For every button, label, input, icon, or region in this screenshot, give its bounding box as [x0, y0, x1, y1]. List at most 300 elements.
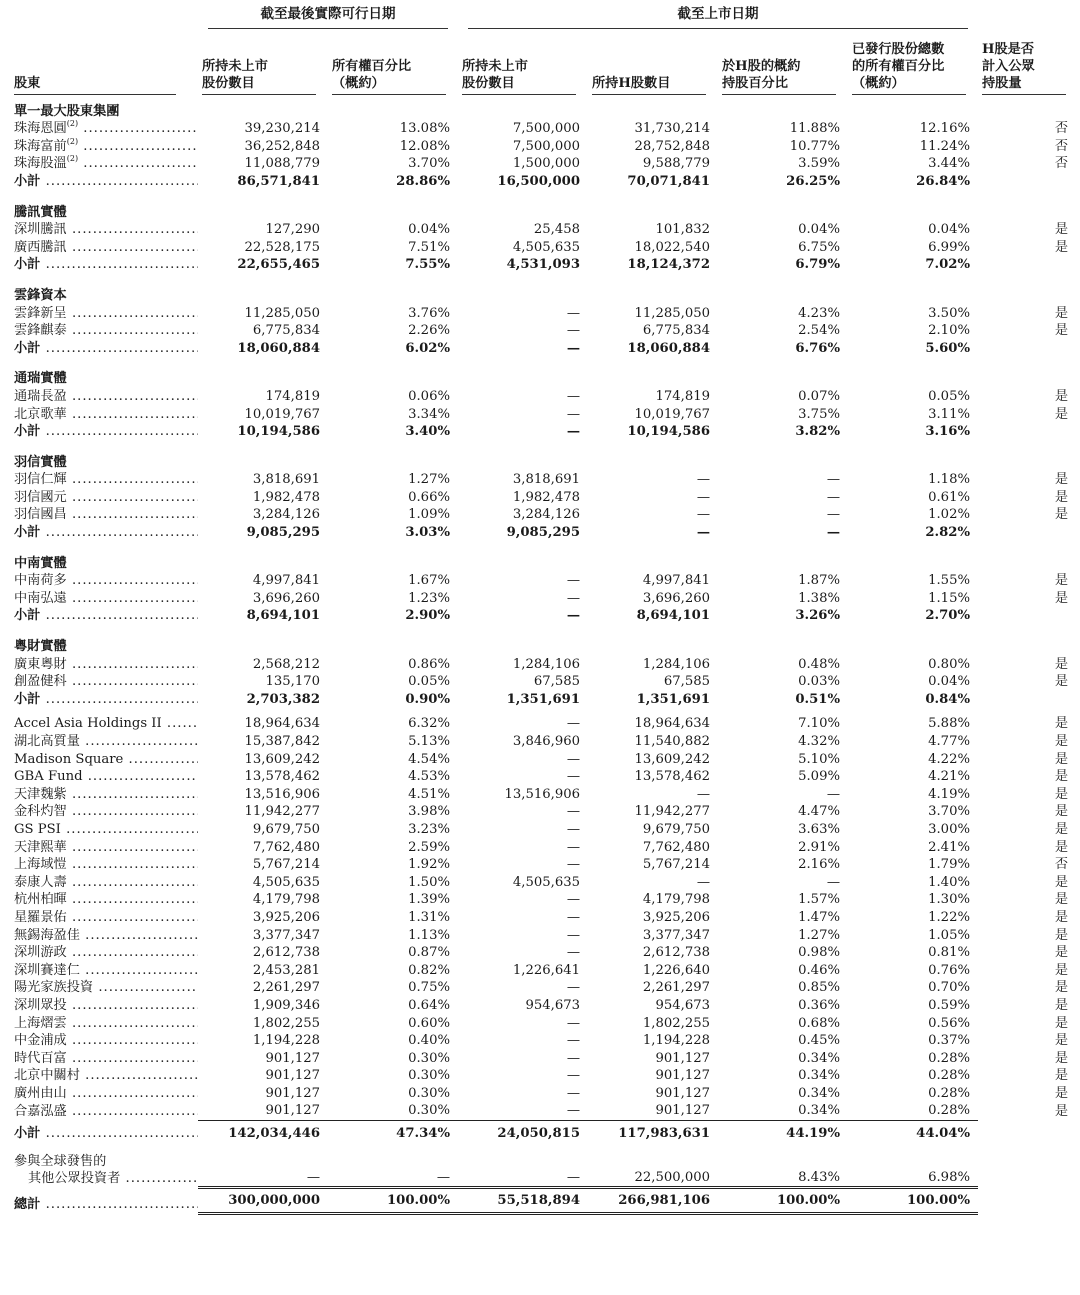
public-float-flag	[978, 1143, 1070, 1188]
value-cell: 117,983,631	[588, 1121, 718, 1143]
row-label: 小計 .....	[10, 524, 198, 542]
value-cell: 1.39%	[408, 892, 450, 908]
value-cell: 1,909,346	[252, 997, 320, 1013]
value-cell: —	[826, 489, 840, 505]
value-cell: —	[566, 1068, 580, 1084]
public-float-flag: 是	[1054, 590, 1068, 606]
value-cell: 101,832	[655, 222, 710, 238]
value-cell: 9,679,750	[252, 821, 320, 837]
value-cell: 22,500,000	[634, 1169, 710, 1185]
value-cell: 5.88%	[928, 716, 970, 732]
row-label: 羽信國昌 .....	[10, 506, 198, 524]
section-title: 單一最大股東集團	[14, 103, 120, 119]
value-cell: 3,377,347	[642, 927, 710, 943]
value-cell: 100.00%	[848, 1188, 978, 1214]
value-cell: 0.03%	[798, 674, 840, 690]
value-cell: 0.75%	[408, 980, 450, 996]
subtotal-row	[10, 691, 1070, 709]
value-cell: 12.16%	[919, 121, 970, 137]
value-cell: 2,261,297	[252, 980, 320, 996]
value-cell: 10,019,767	[634, 406, 710, 422]
value-cell: 0.48%	[798, 656, 840, 672]
value-cell: 11.88%	[789, 121, 840, 137]
value-cell: 2.70%	[925, 608, 970, 624]
table-row	[10, 909, 1070, 927]
section-title-row	[10, 198, 1070, 222]
table-row	[10, 839, 1070, 857]
public-float-flag: 是	[1054, 1033, 1068, 1049]
section-title: 雲鋒資本	[14, 287, 67, 303]
section-title: 騰訊實體	[14, 204, 67, 220]
value-cell: 2.54%	[798, 323, 840, 339]
value-cell: 12.08%	[399, 138, 450, 154]
value-cell: 2,703,382	[246, 691, 320, 707]
value-cell: 0.59%	[928, 997, 970, 1013]
value-cell: —	[566, 1169, 580, 1185]
value-cell: 13,578,462	[244, 769, 320, 785]
value-cell: 2.10%	[928, 323, 970, 339]
row-label: 深圳騰訊 .....	[10, 221, 198, 239]
value-cell: 0.28%	[928, 1085, 970, 1101]
value-cell: 1.23%	[408, 590, 450, 606]
value-cell: —	[566, 1103, 580, 1119]
value-cell: —	[696, 786, 710, 802]
value-cell: 0.40%	[408, 1033, 450, 1049]
value-cell: 1.27%	[798, 927, 840, 943]
value-cell: 4.21%	[928, 769, 970, 785]
value-cell: 70,071,841	[627, 173, 710, 189]
section-title-row	[10, 632, 1070, 656]
public-float-flag: 是	[1054, 980, 1068, 996]
public-float-flag: 是	[1054, 656, 1068, 672]
value-cell: —	[826, 525, 840, 541]
value-cell: 1.02%	[928, 507, 970, 523]
row-label: 上海熠雲 .....	[10, 1015, 198, 1033]
value-cell: 3,284,126	[512, 507, 580, 523]
value-cell: —	[826, 507, 840, 523]
value-cell: 2,453,281	[252, 962, 320, 978]
value-cell: —	[566, 388, 580, 404]
public-float-flag: 是	[1054, 769, 1068, 785]
table-row	[10, 1032, 1070, 1050]
value-cell: 1,982,478	[252, 489, 320, 505]
value-cell: 7,762,480	[642, 839, 710, 855]
public-float-flag: 是	[1054, 734, 1068, 749]
public-float-flag: 是	[1054, 1050, 1068, 1066]
row-label: 廣西騰訊 .....	[10, 239, 198, 257]
value-cell: 7.55%	[405, 257, 450, 273]
value-cell: 9,588,779	[642, 156, 710, 172]
value-cell: —	[566, 1033, 580, 1049]
value-cell: 55,518,894	[458, 1188, 588, 1214]
value-cell: 0.81%	[928, 945, 970, 961]
row-label: 北京歌華 .....	[10, 406, 198, 424]
value-cell: 3,925,206	[642, 909, 710, 925]
value-cell: 4,179,798	[252, 892, 320, 908]
value-cell: 901,127	[265, 1085, 320, 1101]
col-header-total-ownership-pct: 已發行股份總數 的所有權百分比 （概約）	[848, 29, 978, 97]
value-cell: 0.68%	[798, 1015, 840, 1031]
value-cell: 0.34%	[798, 1068, 840, 1084]
row-label: 上海域愷 .....	[10, 856, 198, 874]
value-cell: 11,942,277	[244, 804, 320, 820]
row-label: 雲鋒新呈 .....	[10, 305, 198, 323]
public-float-flag	[978, 1188, 1070, 1214]
value-cell: —	[566, 340, 580, 356]
value-cell: 4.77%	[928, 734, 970, 749]
value-cell: —	[306, 1169, 320, 1185]
table-row	[10, 962, 1070, 980]
value-cell: 0.60%	[408, 1015, 450, 1031]
row-label: 小計 .....	[10, 691, 198, 709]
value-cell: 1,226,641	[512, 962, 580, 978]
value-cell: 1.05%	[928, 927, 970, 943]
section-title-row	[10, 448, 1070, 472]
section-title: 粵財實體	[14, 639, 67, 655]
value-cell: 0.05%	[408, 674, 450, 690]
table-row	[10, 1085, 1070, 1103]
value-cell: 1,226,640	[642, 962, 710, 978]
value-cell: 901,127	[265, 1068, 320, 1084]
value-cell: 18,964,634	[244, 716, 320, 732]
value-cell: —	[826, 874, 840, 890]
table-row	[10, 786, 1070, 804]
section-title: 通瑞實體	[14, 371, 67, 387]
table-row	[10, 715, 1070, 733]
value-cell: 1.92%	[408, 857, 450, 873]
table-row	[10, 322, 1070, 340]
value-cell: 142,034,446	[198, 1121, 328, 1143]
value-cell: 0.04%	[928, 674, 970, 690]
value-cell: —	[566, 945, 580, 961]
value-cell: 5,767,214	[642, 857, 710, 873]
row-label: 中南荷多 .....	[10, 572, 198, 590]
value-cell: 0.28%	[928, 1050, 970, 1066]
row-label: 小計 .....	[10, 340, 198, 358]
col-header-unlisted-shares-2: 所持未上市 股份數目	[458, 29, 588, 97]
value-cell: 0.30%	[408, 1103, 450, 1119]
value-cell: 13.08%	[399, 121, 450, 137]
value-cell: 1,802,255	[252, 1015, 320, 1031]
value-cell: 8,694,101	[246, 608, 320, 624]
table-row	[10, 1102, 1070, 1120]
value-cell: 24,050,815	[458, 1121, 588, 1143]
value-cell: —	[566, 305, 580, 321]
value-cell: 22,528,175	[244, 239, 320, 255]
row-label: 廣東粵財 .....	[10, 656, 198, 674]
table-row	[10, 155, 1070, 173]
value-cell: 1.13%	[408, 927, 450, 943]
value-cell: 36,252,848	[244, 138, 320, 154]
subtotal-row	[10, 423, 1070, 441]
public-float-flag	[978, 691, 1070, 709]
table-row	[10, 1050, 1070, 1068]
row-label: 雲鋒麒泰 .....	[10, 322, 198, 340]
value-cell: —	[566, 716, 580, 732]
table-row	[10, 891, 1070, 909]
value-cell: 18,022,540	[634, 239, 710, 255]
public-float-flag: 是	[1054, 406, 1068, 422]
row-label: 中南弘遠 .....	[10, 590, 198, 608]
value-cell: 31,730,214	[634, 121, 710, 137]
value-cell: 3.75%	[798, 406, 840, 422]
value-cell: 3,696,260	[642, 590, 710, 606]
row-label: 天津熙華 .....	[10, 839, 198, 857]
table-row	[10, 733, 1070, 751]
value-cell: 6.98%	[928, 1169, 970, 1185]
value-cell: 7,500,000	[512, 138, 580, 154]
table-row	[10, 572, 1070, 590]
value-cell: 0.04%	[798, 222, 840, 238]
public-float-flag: 是	[1054, 305, 1068, 321]
public-float-flag: 是	[1054, 1015, 1068, 1031]
value-cell: 11,285,050	[634, 305, 710, 321]
value-cell: 1.47%	[798, 909, 840, 925]
value-cell: 7,500,000	[512, 121, 580, 137]
value-cell: —	[566, 1050, 580, 1066]
value-cell: 44.04%	[848, 1121, 978, 1143]
table-body	[10, 97, 1070, 1214]
value-cell: 2,612,738	[642, 945, 710, 961]
value-cell: 26.84%	[916, 173, 970, 189]
value-cell: 3.34%	[408, 406, 450, 422]
public-float-flag: 是	[1054, 388, 1068, 404]
value-cell: 11,540,882	[634, 734, 710, 749]
row-label: 總計 .....	[10, 1188, 198, 1214]
row-label: 金科灼智 .....	[10, 803, 198, 821]
public-float-flag: 是	[1054, 507, 1068, 523]
public-float-flag: 是	[1054, 716, 1068, 732]
value-cell: 0.76%	[928, 962, 970, 978]
value-cell: —	[696, 874, 710, 890]
value-cell: 47.34%	[328, 1121, 458, 1143]
value-cell: 2.41%	[928, 839, 970, 855]
table-row	[10, 803, 1070, 821]
section-title: 羽信實體	[14, 454, 67, 470]
value-cell: 3.00%	[928, 821, 970, 837]
value-cell: —	[566, 839, 580, 855]
value-cell: 2,568,212	[252, 656, 320, 672]
row-label: 羽信國元 .....	[10, 489, 198, 507]
value-cell: 11,088,779	[244, 156, 320, 172]
value-cell: 4.53%	[408, 769, 450, 785]
value-cell: —	[436, 1169, 450, 1185]
value-cell: 2,612,738	[252, 945, 320, 961]
public-float-flag: 否	[1054, 156, 1068, 172]
value-cell: 6.99%	[928, 239, 970, 255]
value-cell: 954,673	[655, 997, 710, 1013]
col-header-unlisted-shares-1: 所持未上市 股份數目	[198, 29, 328, 97]
value-cell: 6,775,834	[252, 323, 320, 339]
value-cell: 3.26%	[795, 608, 840, 624]
value-cell: 0.05%	[928, 388, 970, 404]
value-cell: 11,942,277	[634, 804, 710, 820]
value-cell: 4,997,841	[252, 573, 320, 589]
value-cell: 0.30%	[408, 1085, 450, 1101]
value-cell: 3,925,206	[252, 909, 320, 925]
row-label: 珠海富前$^{(2)}$ .....	[10, 138, 198, 156]
value-cell: 6.02%	[405, 340, 450, 356]
value-cell: 0.28%	[928, 1068, 970, 1084]
value-cell: 0.86%	[408, 656, 450, 672]
value-cell: 1,284,106	[642, 656, 710, 672]
value-cell: 0.46%	[798, 962, 840, 978]
row-label: Accel Asia Holdings II .....	[10, 715, 198, 733]
value-cell: 7.51%	[408, 239, 450, 255]
row-label: 泰康人壽 .....	[10, 874, 198, 892]
value-cell: 0.66%	[408, 489, 450, 505]
row-label: 陽光家族投資 .....	[10, 979, 198, 997]
value-cell: 1.57%	[798, 892, 840, 908]
value-cell: 4,997,841	[642, 573, 710, 589]
value-cell: 3,846,960	[512, 734, 580, 749]
value-cell: 174,819	[655, 388, 710, 404]
public-float-flag	[978, 607, 1070, 625]
value-cell: 2.16%	[798, 857, 840, 873]
table-row	[10, 768, 1070, 786]
row-label: GBA Fund .....	[10, 768, 198, 786]
public-float-flag: 是	[1054, 489, 1068, 505]
value-cell: —	[566, 751, 580, 767]
value-cell: 0.90%	[405, 691, 450, 707]
public-float-flag: 是	[1054, 323, 1068, 339]
value-cell: 4.22%	[928, 751, 970, 767]
value-cell: 0.56%	[928, 1015, 970, 1031]
value-cell: 3.44%	[928, 156, 970, 172]
value-cell: —	[566, 573, 580, 589]
public-float-flag: 是	[1054, 1085, 1068, 1101]
public-float-flag: 是	[1054, 239, 1068, 255]
col-header-h-shares: 所持H股數目	[588, 29, 718, 97]
value-cell: 1,351,691	[506, 691, 580, 707]
column-header-row	[10, 29, 1070, 97]
public-float-flag	[978, 256, 1070, 274]
value-cell: 4,505,635	[252, 874, 320, 890]
value-cell: —	[566, 406, 580, 422]
value-cell: 0.51%	[795, 691, 840, 707]
value-cell: 39,230,214	[244, 121, 320, 137]
value-cell: 2,261,297	[642, 980, 710, 996]
row-label: 廣州由山 .....	[10, 1085, 198, 1103]
public-float-flag: 是	[1054, 945, 1068, 961]
table-row	[10, 506, 1070, 524]
table-row	[10, 656, 1070, 674]
value-cell: 4,505,635	[512, 239, 580, 255]
public-float-flag: 是	[1054, 751, 1068, 767]
table-row	[10, 239, 1070, 257]
value-cell: 901,127	[655, 1050, 710, 1066]
value-cell: 5,767,214	[252, 857, 320, 873]
public-float-flag: 是	[1054, 909, 1068, 925]
value-cell: 0.30%	[408, 1050, 450, 1066]
value-cell: 0.64%	[408, 997, 450, 1013]
public-float-flag	[978, 423, 1070, 441]
value-cell: 0.28%	[928, 1103, 970, 1119]
value-cell: 11,285,050	[244, 305, 320, 321]
subtotal-row	[10, 256, 1070, 274]
value-cell: 67,585	[533, 674, 580, 690]
row-label: 小計 .....	[10, 607, 198, 625]
value-cell: 25,458	[533, 222, 580, 238]
value-cell: 4.19%	[928, 786, 970, 802]
row-label: 珠海股溫$^{(2)}$ .....	[10, 155, 198, 173]
row-label: 深圳游政 .....	[10, 944, 198, 962]
public-investors-row	[10, 1143, 1070, 1188]
value-cell: 3.50%	[928, 305, 970, 321]
section-title: 中南實體	[14, 555, 67, 571]
value-cell: 9,085,295	[246, 525, 320, 541]
value-cell: 901,127	[655, 1068, 710, 1084]
table-row	[10, 673, 1070, 691]
value-cell: 10,194,586	[237, 424, 320, 440]
section-title-row	[10, 97, 1070, 121]
value-cell: 3.40%	[405, 424, 450, 440]
shareholding-table	[10, 6, 1070, 1215]
public-float-flag: 是	[1054, 573, 1068, 589]
value-cell: 4,531,093	[506, 257, 580, 273]
value-cell: 1,351,691	[636, 691, 710, 707]
value-cell: 2.82%	[925, 525, 970, 541]
value-cell: 0.85%	[798, 980, 840, 996]
value-cell: 0.84%	[925, 691, 970, 707]
public-float-flag	[978, 1121, 1070, 1143]
value-cell: 18,060,884	[627, 340, 710, 356]
value-cell: —	[826, 786, 840, 802]
table-row	[10, 979, 1070, 997]
row-label: 小計 .....	[10, 423, 198, 441]
value-cell: —	[826, 472, 840, 488]
value-cell: 1.18%	[928, 472, 970, 488]
row-label: 小計 .....	[10, 173, 198, 191]
public-float-flag: 否	[1054, 138, 1068, 154]
value-cell: 13,516,906	[504, 786, 580, 802]
row-label: 杭州柏暉 .....	[10, 891, 198, 909]
public-float-flag: 是	[1054, 472, 1068, 488]
table-row	[10, 944, 1070, 962]
value-cell: 13,578,462	[634, 769, 710, 785]
value-cell: 2.91%	[798, 839, 840, 855]
public-float-flag: 否	[1054, 121, 1068, 137]
value-cell: 901,127	[655, 1103, 710, 1119]
value-cell: 3.59%	[798, 156, 840, 172]
value-cell: 4.51%	[408, 786, 450, 802]
value-cell: 1.79%	[928, 857, 970, 873]
value-cell: 0.80%	[928, 656, 970, 672]
public-float-flag: 是	[1054, 1068, 1068, 1084]
value-cell: —	[566, 892, 580, 908]
value-cell: 0.98%	[798, 945, 840, 961]
row-label: 小計 .....	[10, 1121, 198, 1143]
value-cell: 4,179,798	[642, 892, 710, 908]
value-cell: —	[566, 909, 580, 925]
value-cell: 3,818,691	[512, 472, 580, 488]
value-cell: 0.06%	[408, 388, 450, 404]
public-float-flag: 是	[1054, 874, 1068, 890]
value-cell: 1.27%	[408, 472, 450, 488]
value-cell: 18,964,634	[634, 716, 710, 732]
col-header-ownership-pct-1: 所有權百分比 （概約）	[328, 29, 458, 97]
public-float-flag: 是	[1054, 222, 1068, 238]
subtotal-row	[10, 524, 1070, 542]
row-label: 深圳賽達仁 .....	[10, 962, 198, 980]
group-header-listing-date: 截至上市日期	[458, 6, 978, 29]
table-row	[10, 305, 1070, 323]
value-cell: 5.09%	[798, 769, 840, 785]
value-cell: 300,000,000	[198, 1188, 328, 1214]
row-label: 小計 .....	[10, 256, 198, 274]
value-cell: 9,085,295	[506, 525, 580, 541]
row-label: 中金浦成 .....	[10, 1032, 198, 1050]
